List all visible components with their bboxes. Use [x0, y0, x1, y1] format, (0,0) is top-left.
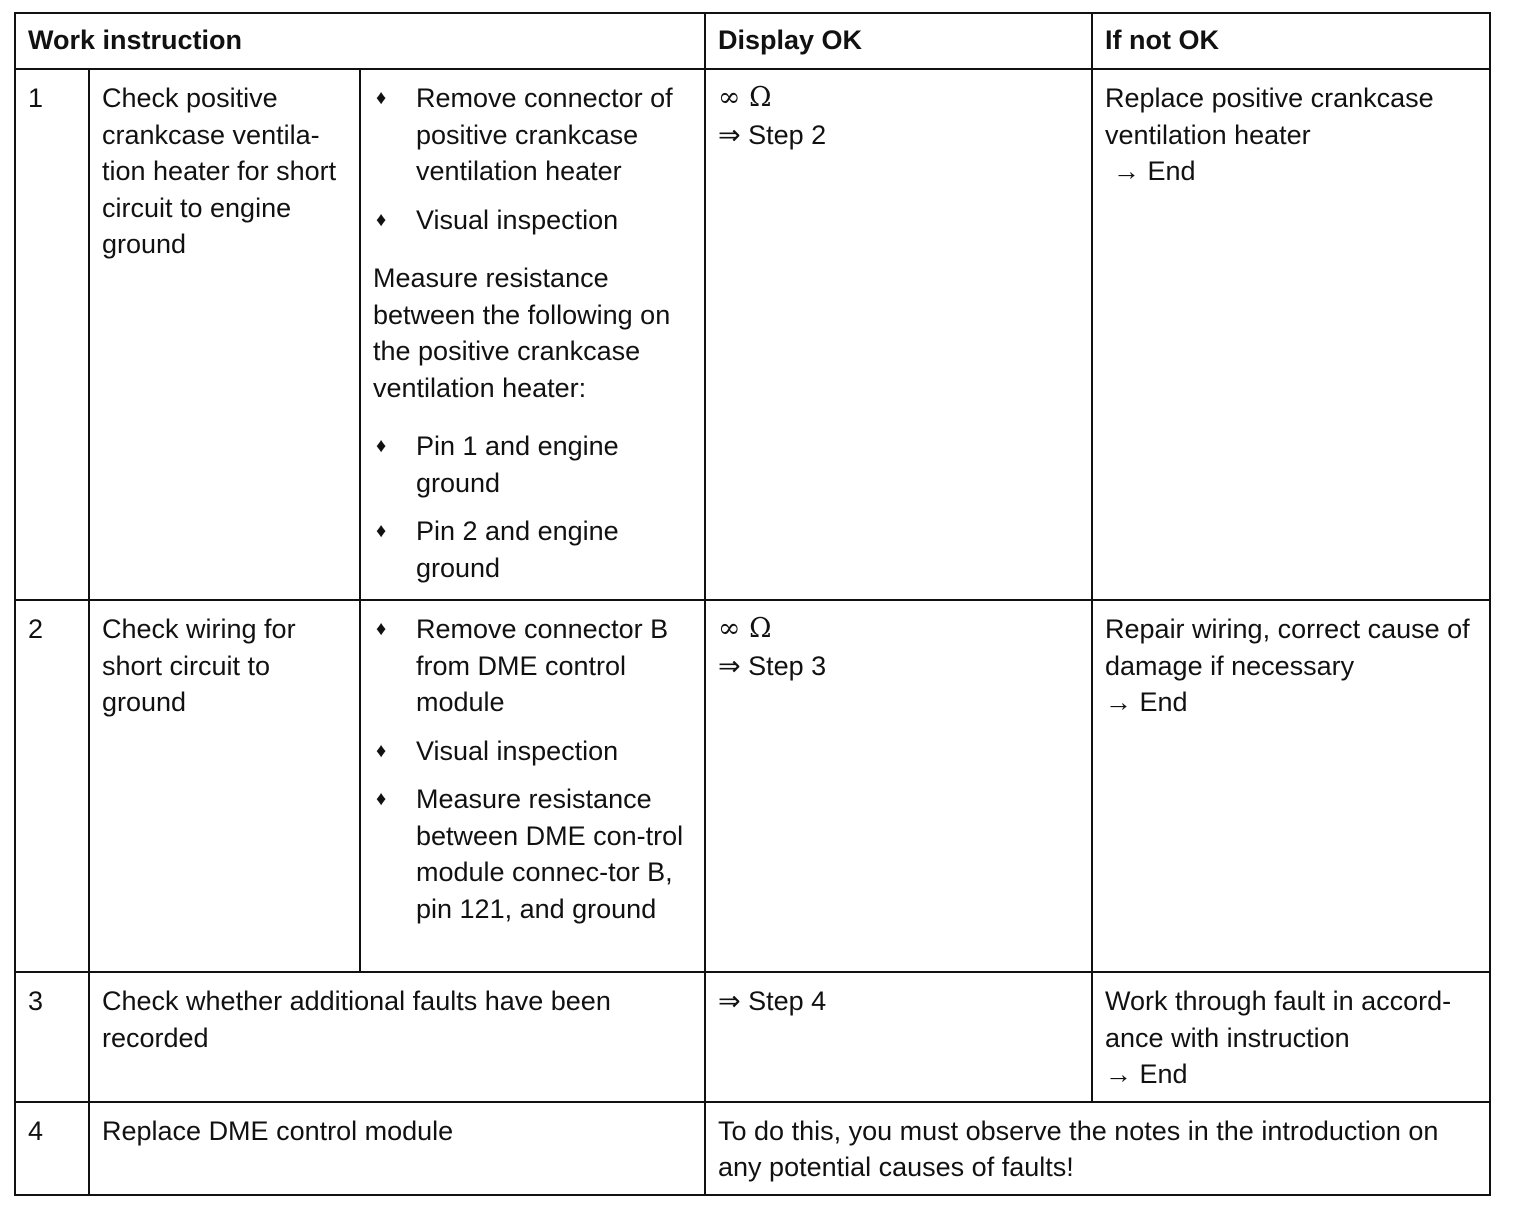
display-next-step: ⇒ Step 3 [718, 650, 827, 681]
step-number: 1 [15, 69, 89, 600]
bullet-icon: ♦ [376, 435, 387, 457]
step-title: Check positive crankcase ventila-tion heater for short circuit to engine ground [89, 69, 360, 600]
list-item: ♦ Remove connector of positive crankcase ventilation heater [373, 80, 692, 190]
not-ok-next: → End [1105, 1059, 1188, 1089]
instruction-paragraph: Measure resistance between the following on the positive crankcase ventilation heater: [373, 263, 671, 403]
table-row [15, 972, 1490, 1102]
bullet-icon: ♦ [376, 520, 387, 542]
step-title: Check whether additional faults have been recorded [89, 972, 705, 1102]
table-row [15, 600, 1490, 972]
step-instructions [360, 69, 705, 600]
step-title: Replace DME control module [89, 1102, 705, 1195]
step-number: 4 [15, 1102, 89, 1195]
header-if-not-ok: If not OK [1092, 13, 1490, 69]
not-ok-next: → End [1113, 156, 1196, 186]
bullet-icon: ♦ [376, 739, 387, 762]
if-not-ok-cell [1092, 600, 1490, 972]
bullet-icon: ♦ [376, 618, 387, 640]
header-display-ok: Display OK [705, 13, 1092, 69]
list-item: ♦ Visual inspection [373, 733, 692, 770]
header-row [15, 13, 1490, 69]
header-work-instruction: Work instruction [15, 13, 705, 69]
if-not-ok-cell [1092, 69, 1490, 600]
not-ok-next: → End [1105, 687, 1188, 717]
step-number: 3 [15, 972, 89, 1102]
list-item: ♦ Pin 1 and engine ground [373, 428, 692, 501]
not-ok-text: Repair wiring, correct cause of damage if necessary [1105, 614, 1470, 681]
display-next-step: ⇒ Step 4 [718, 986, 827, 1016]
list-item: ♦ Pin 2 and engine ground [373, 513, 692, 586]
list-item: ♦ Remove connector B from DME control module [373, 611, 692, 721]
work-instruction-table [14, 12, 1491, 1196]
display-ok-cell [705, 69, 1092, 600]
display-next-step: ⇒ Step 2 [718, 119, 827, 150]
display-value: ∞ Ω [718, 613, 772, 644]
not-ok-text: Replace positive crankcase ventilation heater [1105, 83, 1434, 150]
list-item: ♦ Visual inspection [373, 202, 692, 239]
display-ok-cell [705, 972, 1092, 1102]
table-row [15, 69, 1490, 600]
bullet-icon: ♦ [376, 208, 387, 231]
not-ok-text: Work through fault in accord-ance with instruction [1105, 986, 1452, 1053]
step-title: Check wiring for short circuit to ground [89, 600, 360, 972]
step-instructions [360, 600, 705, 972]
table-row [15, 1102, 1490, 1195]
display-value: ∞ Ω [718, 82, 772, 113]
if-not-ok-cell [1092, 972, 1490, 1102]
step-number: 2 [15, 600, 89, 972]
step-note: To do this, you must observe the notes in the introduction on any potential causes of faults! [705, 1102, 1490, 1195]
bullet-icon: ♦ [376, 788, 387, 810]
list-item: ♦ Measure resistance between DME con-trol module connec-tor B, pin 121, and ground [373, 781, 692, 927]
display-ok-cell [705, 600, 1092, 972]
bullet-icon: ♦ [376, 87, 387, 109]
